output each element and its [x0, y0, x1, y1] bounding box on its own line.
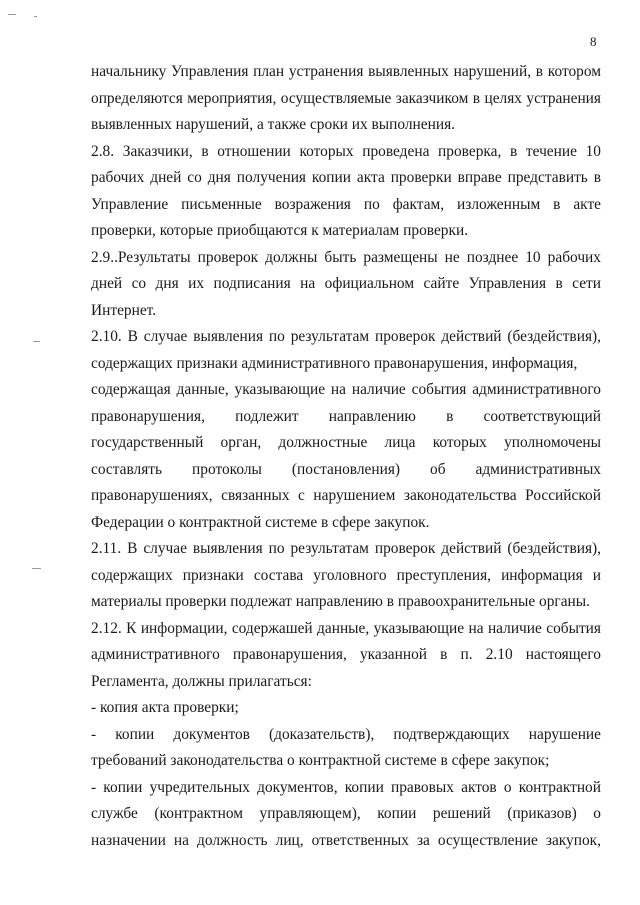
text-line: выявленных нарушений, а также сроки их выполнения. — [91, 116, 456, 133]
text-line: требований законодательства о контрактной системе в сфере закупок; — [91, 752, 550, 769]
text-line: 2.9..Результаты проверок должны быть размещены не позднее 10 рабочих — [91, 248, 601, 266]
text-line: материалы проверки подлежат направлению в правоохранительные органы. — [91, 593, 590, 610]
text-line: правонарушения, подлежит направлению в соответствующий — [91, 407, 601, 425]
text-line: проверки, которые приобщаются к материалам проверки. — [91, 222, 469, 239]
text-line: рабочих дней со дня получения копии акта проверки вправе представить в — [91, 169, 601, 186]
text-line: административного правонарушения, указанной в п. 2.10 настоящего — [91, 646, 601, 663]
text-line: - копии учредительных документов, копии правовых актов о контрактной — [91, 778, 601, 796]
text-line: назначении на должность лиц, ответственных за осуществление закупок, — [91, 831, 601, 849]
text-line: Регламента, должны прилагаться: — [91, 672, 312, 690]
scan-mark-left-middle — [33, 341, 40, 342]
text-line: начальнику Управления план устранения выявленных нарушений, в котором — [91, 63, 601, 80]
scan-mark-top-left-2 — [34, 16, 37, 17]
text-line: дней со дня их подписания на официальном сайте Управления в сети — [91, 275, 601, 292]
text-line: содержащая данные, указывающие на наличие события административного — [91, 381, 601, 398]
text-line: - копии документов (доказательств), подтверждающих нарушение — [91, 725, 601, 743]
text-line: Интернет. — [91, 301, 157, 319]
text-line: 2.12. К информации, содержашей данные, указывающие на наличие события — [91, 619, 601, 637]
document-body — [91, 59, 601, 854]
text-line: содержащих признаки состава уголовного преступления, информация и — [91, 566, 601, 584]
text-line: 2.10. В случае выявления по результатам проверок действий (бездействия), — [91, 328, 601, 345]
text-line: 2.8. Заказчики, в отношении которых проведена проверка, в течение 10 — [91, 142, 601, 160]
text-line: составлять протоколы (постановления) об административных — [91, 460, 601, 478]
text-line: 2.11. В случае выявления по результатам проверок действий (бездействия), — [91, 540, 601, 557]
text-line: определяются мероприятия, осуществляемые заказчиком в целях устранения — [91, 89, 601, 107]
text-line: Управление письменные возражения по фактам, изложенным в акте — [91, 195, 601, 213]
text-line: содержащих признаки административного правонарушения, информация, — [91, 354, 578, 372]
text-line: правонарушениях, связанных с нарушением законодательства Российской — [91, 487, 601, 504]
text-line: - копия акта проверки; — [91, 699, 239, 716]
text-line: службе (контрактном управляющем), копии решений (приказов) о — [91, 805, 601, 822]
scan-mark-left-lower — [32, 568, 41, 569]
text-line: государственный орган, должностные лица которых уполномочены — [91, 434, 601, 451]
scan-mark-top-left — [8, 14, 16, 15]
text-line: Федерации о контрактной системе в сфере закупок. — [91, 513, 430, 531]
page-number: 8 — [590, 34, 597, 49]
